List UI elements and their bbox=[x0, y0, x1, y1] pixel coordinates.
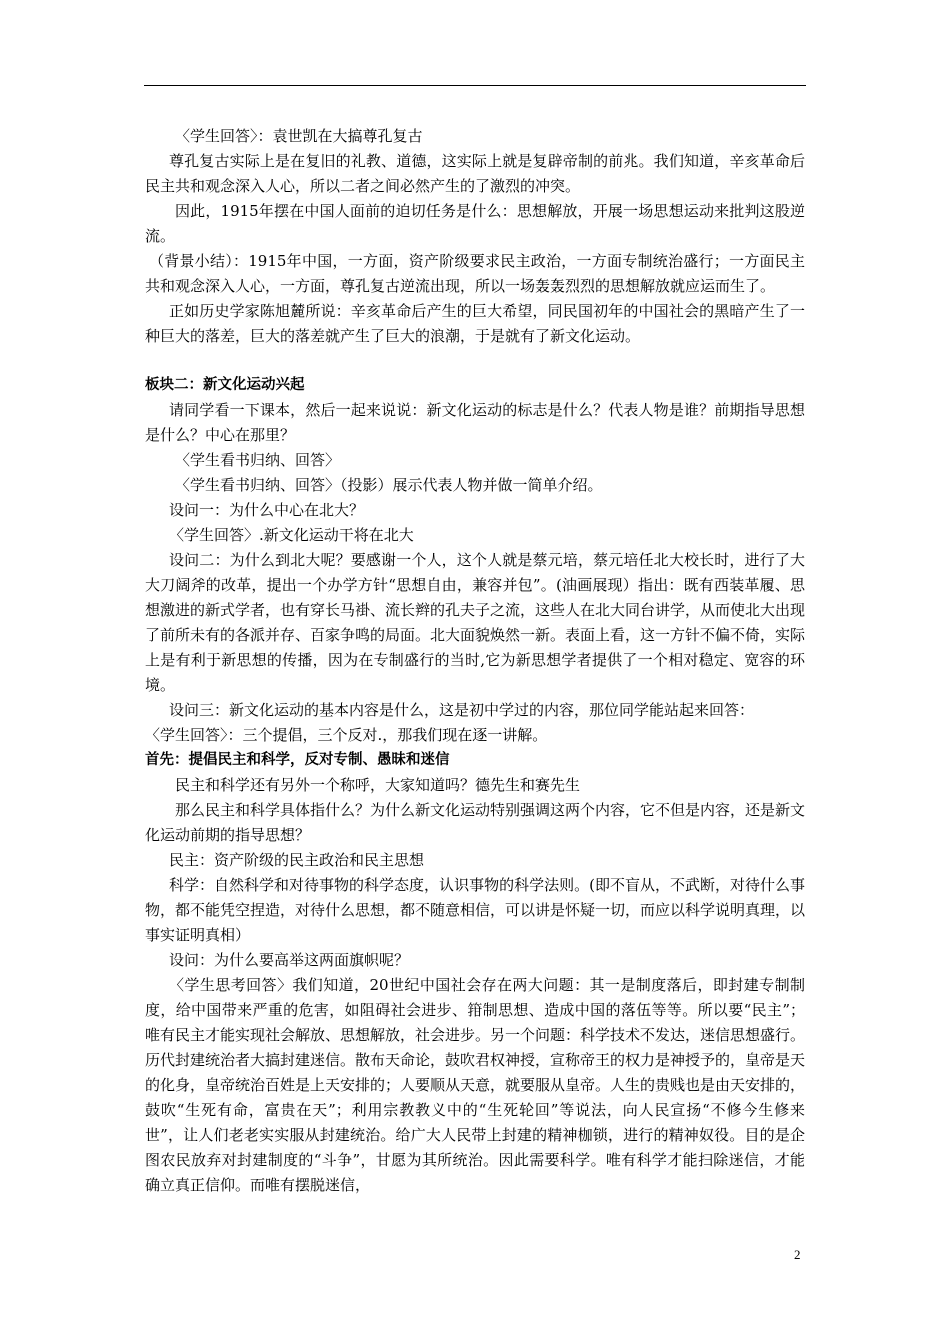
body-text bbox=[145, 124, 805, 1198]
paragraph: 〈学生回答〉.新文化运动干将在北大 bbox=[169, 526, 414, 544]
section-heading: 板块二：新文化运动兴起 bbox=[145, 377, 305, 393]
paragraph: 尊孔复古实际上是在复旧的礼教、道德，这实际上就是复辟帝制的前兆。我们知道，辛亥革命后民主共和观念深入人心，所以二者之间必然产生的了激烈的冲突。 bbox=[145, 152, 805, 195]
paragraph: 请同学看一下课本，然后一起来说说：新文化运动的标志是什么？代表人物是谁？前期指导思想是什么？中心在那里？ bbox=[145, 401, 805, 444]
paragraph: 民主和科学还有另外一个称呼，大家知道吗？德先生和赛先生 bbox=[175, 776, 581, 794]
paragraph: 〈学生回答〉：三个提倡，三个反对.，那我们现在逐一讲解。 bbox=[145, 726, 548, 744]
section-heading: 首先：提倡民主和科学，反对专制、愚昧和迷信 bbox=[145, 752, 450, 768]
paragraph: 设问二：为什么到北大呢？要感谢一个人，这个人就是蔡元培，蔡元培任北大校长时，进行了大大刀阔斧的改革，提出一个办学方针“思想自由，兼容并包”。(油画展现）指出：既有西装革履、思想激进的新式学者，也有穿长马褂、流长辫的孔夫子之流，这些人在北大同台讲学，从而使北大出现了前所未有的各派并存、百家争鸣的局面。北大面貌焕然一新。表面上看，这一方针不偏不倚，实际上是有利于新思想的传播，因为在专制盛行的当时,它为新思想学者提供了一个相对稳定、宽容的环境。 bbox=[145, 551, 806, 694]
header-rule bbox=[144, 85, 806, 86]
paragraph: （背景小结）：1915年中国，一方面，资产阶级要求民主政治，一方面专制统治盛行；一方面民主共和观念深入人心，一方面，尊孔复古逆流出现，所以一场轰轰烈烈的思想解放就应运而生了。 bbox=[145, 252, 805, 295]
paragraph: 民主：资产阶级的民主政治和民主思想 bbox=[169, 851, 425, 869]
paragraph: 正如历史学家陈旭麓所说：辛亥革命后产生的巨大希望，同民国初年的中国社会的黑暗产生了一种巨大的落差，巨大的落差就产生了巨大的浪潮，于是就有了新文化运动。 bbox=[145, 302, 805, 345]
blank-line bbox=[145, 349, 805, 373]
paragraph: 〈学生回答〉：袁世凯在大搞尊孔复古 bbox=[175, 127, 423, 145]
paragraph: 那么民主和科学具体指什么？为什么新文化运动特别强调这两个内容，它不但是内容，还是新文化运动前期的指导思想？ bbox=[145, 801, 806, 844]
paragraph: 设问：为什么要高举这两面旗帜呢？ bbox=[169, 951, 410, 969]
page-number: 2 bbox=[794, 1247, 801, 1262]
paragraph: 因此，1915年摆在中国人面前的迫切任务是什么：思想解放，开展一场思想运动来批判这股逆流。 bbox=[145, 202, 805, 245]
paragraph: 设问一：为什么中心在北大？ bbox=[169, 501, 365, 519]
paragraph: 〈学生看书归纳、回答〉（投影）展示代表人物并做一简单介绍。 bbox=[175, 476, 603, 494]
paragraph: 〈学生看书归纳、回答〉 bbox=[175, 451, 341, 469]
paragraph: 设问三：新文化运动的基本内容是什么，这是初中学过的内容，那位同学能站起来回答： bbox=[169, 701, 755, 719]
paragraph: 〈学生思考回答〉我们知道，20世纪中国社会存在两大问题：其一是制度落后，即封建专制制度，给中国带来严重的危害，如阻碍社会进步、箝制思想、造成中国的落伍等等。所以要“民主”；唯有民主才能实现社会解放、思想解放，社会进步。另一个问题：科学技术不发达，迷信思想盛行。历代封建统治者大搞封建迷信。散布天命论，鼓吹君权神授，宣称帝王的权力是神授予的，皇帝是天的化身，皇帝统治百姓是上天安排的；人要顺从天意，就要服从皇帝。人生的贵贱也是由天安排的，鼓吹“生死有命，富贵在天”；利用宗教教义中的“生死轮回”等说法，向人民宣扬“不修今生修来世”，让人们老老实实服从封建统治。给广大人民带上封建的精神枷锁，进行的精神奴役。目的是企图农民放弃对封建制度的“斗争”，甘愿为其所统治。因此需要科学。唯有科学才能扫除迷信，才能确立真正信仰。而唯有摆脱迷信， bbox=[145, 976, 806, 1194]
paragraph: 科学：自然科学和对待事物的科学态度，认识事物的科学法则。(即不盲从，不武断，对待什么事物，都不能凭空捏造，对待什么思想，都不随意相信，可以讲是怀疑一切，而应以科学说明真理，以事实证明真相） bbox=[145, 876, 806, 944]
